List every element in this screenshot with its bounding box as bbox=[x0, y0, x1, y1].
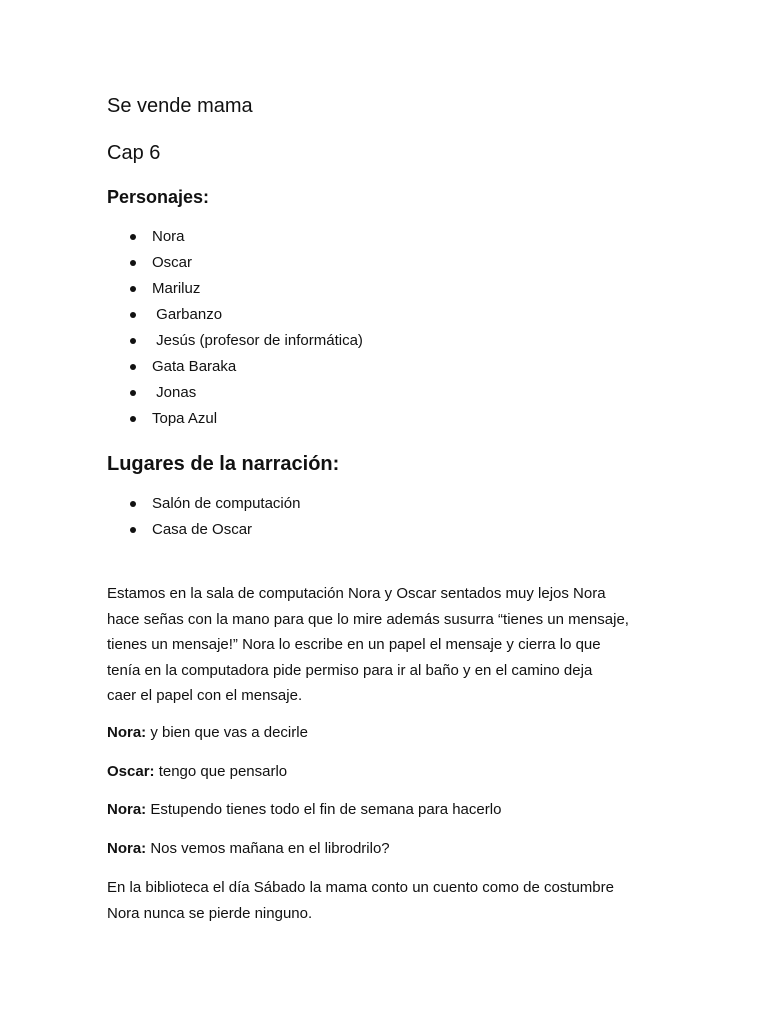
bullet-icon bbox=[130, 260, 136, 266]
dialogue-text: Estupendo tienes todo el fin de semana para hacerlo bbox=[146, 801, 502, 818]
character-name: Mariluz bbox=[152, 280, 201, 297]
dialogue-text: tengo que pensarlo bbox=[154, 763, 288, 780]
list-item bbox=[128, 276, 363, 302]
bullet-icon bbox=[130, 416, 136, 422]
speaker-name: Nora: bbox=[107, 840, 147, 857]
list-item bbox=[128, 491, 300, 517]
list-item bbox=[128, 380, 363, 406]
closing-paragraph bbox=[107, 875, 687, 926]
narration-line: tenía en la computadora pide permiso para ir al baño y en el camino deja bbox=[107, 661, 593, 679]
list-item bbox=[128, 250, 363, 276]
character-name: Oscar bbox=[152, 254, 193, 271]
character-name: Jesús (profesor de informática) bbox=[152, 332, 363, 349]
places-list bbox=[128, 491, 300, 543]
list-item bbox=[128, 224, 363, 250]
closing-line: Nora nunca se pierde ninguno. bbox=[107, 904, 313, 922]
bullet-icon bbox=[130, 312, 136, 318]
speaker-name: Oscar: bbox=[107, 763, 155, 780]
bullet-icon bbox=[130, 364, 136, 370]
dialogue-line bbox=[107, 722, 308, 744]
character-name: Jonas bbox=[152, 384, 197, 401]
bullet-icon bbox=[130, 501, 136, 507]
speaker-name: Nora: bbox=[107, 801, 147, 818]
character-name: Garbanzo bbox=[152, 306, 223, 323]
dialogue-line bbox=[107, 838, 390, 860]
bullet-icon bbox=[130, 527, 136, 533]
places-heading: Lugares de la narración: bbox=[107, 453, 340, 475]
narration-line: caer el papel con el mensaje. bbox=[107, 687, 303, 704]
narration-line: Estamos en la sala de computación Nora y Oscar sentados muy lejos Nora bbox=[107, 585, 606, 602]
list-item bbox=[128, 517, 300, 543]
bullet-icon bbox=[130, 390, 136, 396]
character-name: Gata Baraka bbox=[152, 358, 237, 375]
characters-list bbox=[128, 224, 363, 432]
bullet-icon bbox=[130, 286, 136, 292]
dialogue-text: y bien que vas a decirle bbox=[146, 724, 308, 741]
narration-line: hace señas con la mano para que lo mire además susurra “tienes un mensaje, bbox=[107, 610, 629, 628]
document-title: Se vende mama bbox=[107, 95, 253, 117]
bullet-icon bbox=[130, 234, 136, 240]
speaker-name: Nora: bbox=[107, 724, 147, 741]
character-name: Nora bbox=[152, 228, 185, 245]
dialogue-line bbox=[107, 761, 287, 783]
list-item bbox=[128, 328, 363, 354]
closing-line: En la biblioteca el día Sábado la mama conto un cuento como de costumbre bbox=[107, 879, 614, 896]
place-name: Salón de computación bbox=[152, 495, 301, 512]
bullet-icon bbox=[130, 338, 136, 344]
narration-paragraph bbox=[107, 581, 667, 709]
place-name: Casa de Oscar bbox=[152, 521, 253, 538]
dialogue-line bbox=[107, 799, 501, 821]
chapter-label: Cap 6 bbox=[107, 142, 161, 164]
dialogue-text: Nos vemos mañana en el librodrilo? bbox=[146, 840, 390, 857]
narration-line: tienes un mensaje!” Nora lo escribe en un papel el mensaje y cierra lo que bbox=[107, 636, 601, 653]
characters-heading: Personajes: bbox=[107, 187, 210, 207]
character-name: Topa Azul bbox=[152, 410, 218, 427]
list-item bbox=[128, 302, 363, 328]
list-item bbox=[128, 406, 363, 432]
list-item bbox=[128, 354, 363, 380]
